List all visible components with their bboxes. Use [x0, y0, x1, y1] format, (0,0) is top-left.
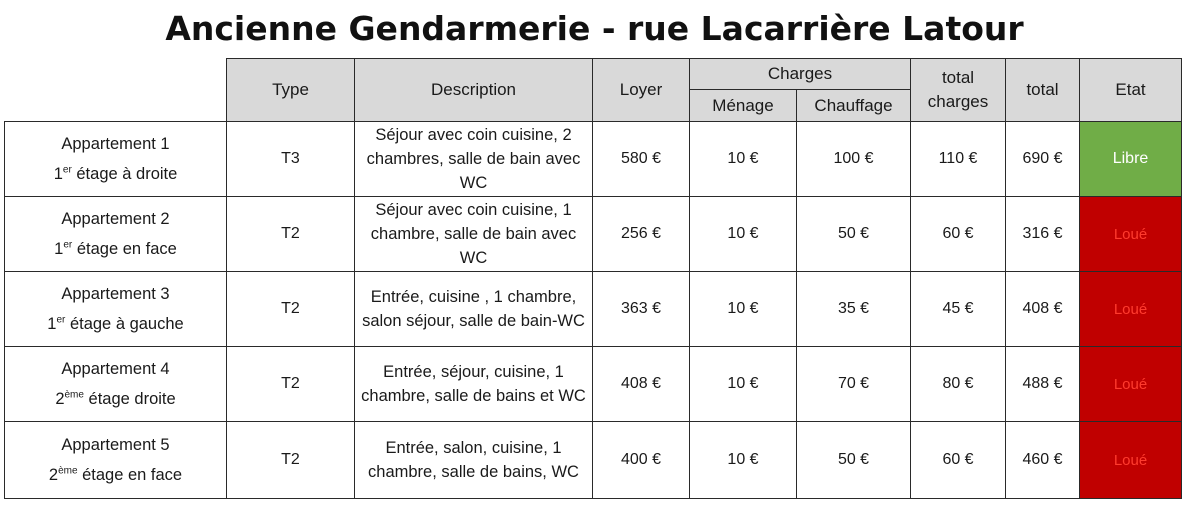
- status-badge-libre: Libre: [1080, 122, 1182, 197]
- floor-number: 1: [54, 240, 64, 258]
- cell-type: T2: [227, 347, 355, 422]
- header-row: [5, 59, 1182, 90]
- apartment-name: Appartement 3: [61, 285, 170, 303]
- cell-description: Entrée, salon, cuisine, 1 chambre, salle de bains, WC: [355, 422, 593, 499]
- cell-description: Séjour avec coin cuisine, 1 chambre, salle de bain avec WC: [355, 197, 593, 272]
- floor-suffix: ème: [58, 465, 78, 477]
- cell-description: Entrée, cuisine , 1 chambre, salon séjour, salle de bain-WC: [355, 272, 593, 347]
- cell-type: T2: [227, 422, 355, 499]
- cell-total-charges: 45 €: [911, 272, 1006, 347]
- table-row: [5, 422, 1182, 499]
- cell-description: Entrée, séjour, cuisine, 1 chambre, salle de bains et WC: [355, 347, 593, 422]
- cell-type: T2: [227, 197, 355, 272]
- page-title: Ancienne Gendarmerie - rue Lacarrière Latour: [165, 9, 1024, 48]
- floor-text: étage en face: [77, 466, 183, 484]
- floor-text: étage droite: [83, 390, 176, 408]
- floor-text: étage à droite: [71, 165, 178, 183]
- floor-suffix: er: [63, 239, 73, 251]
- apartment-floor: [9, 159, 222, 189]
- header-loyer: Loyer: [593, 59, 690, 122]
- cell-description: Séjour avec coin cuisine, 2 chambres, salle de bain avec WC: [355, 122, 593, 197]
- apartment-name: Appartement 5: [61, 436, 170, 454]
- cell-menage: 10 €: [690, 197, 797, 272]
- apartment-label: [5, 422, 227, 499]
- header-total-charges: total charges: [911, 59, 1006, 122]
- cell-total-charges: 80 €: [911, 347, 1006, 422]
- cell-loyer: 400 €: [593, 422, 690, 499]
- header-description: Description: [355, 59, 593, 122]
- floor-number: 2: [55, 390, 65, 408]
- cell-loyer: 363 €: [593, 272, 690, 347]
- status-badge-loue: Loué: [1080, 347, 1182, 422]
- cell-total: 690 €: [1006, 122, 1080, 197]
- apartment-label: [5, 347, 227, 422]
- cell-chauffage: 50 €: [797, 197, 911, 272]
- cell-chauffage: 50 €: [797, 422, 911, 499]
- cell-type: T3: [227, 122, 355, 197]
- header-total: total: [1006, 59, 1080, 122]
- cell-total: 316 €: [1006, 197, 1080, 272]
- apartment-label: [5, 197, 227, 272]
- cell-total: 488 €: [1006, 347, 1080, 422]
- header-menage: Ménage: [690, 90, 797, 122]
- table-row: [5, 122, 1182, 197]
- floor-number: 1: [53, 165, 63, 183]
- apartment-name: Appartement 4: [61, 360, 170, 378]
- floor-suffix: ème: [64, 389, 84, 401]
- cell-chauffage: 70 €: [797, 347, 911, 422]
- header-charges: Charges: [690, 59, 911, 90]
- apartment-floor: [9, 460, 222, 490]
- status-badge-loue: Loué: [1080, 422, 1182, 499]
- floor-number: 1: [47, 315, 57, 333]
- cell-total-charges: 110 €: [911, 122, 1006, 197]
- cell-total-charges: 60 €: [911, 197, 1006, 272]
- cell-menage: 10 €: [690, 347, 797, 422]
- header-corner: [5, 59, 227, 122]
- cell-menage: 10 €: [690, 422, 797, 499]
- cell-loyer: 408 €: [593, 347, 690, 422]
- cell-loyer: 256 €: [593, 197, 690, 272]
- apartment-name: Appartement 1: [61, 135, 170, 153]
- cell-chauffage: 35 €: [797, 272, 911, 347]
- header-type: Type: [227, 59, 355, 122]
- apartment-name: Appartement 2: [61, 210, 170, 228]
- apartment-label: [5, 122, 227, 197]
- status-badge-loue: Loué: [1080, 197, 1182, 272]
- cell-total: 408 €: [1006, 272, 1080, 347]
- cell-menage: 10 €: [690, 122, 797, 197]
- cell-chauffage: 100 €: [797, 122, 911, 197]
- floor-suffix: er: [56, 314, 66, 326]
- table-row: [5, 347, 1182, 422]
- header-chauffage: Chauffage: [797, 90, 911, 122]
- cell-loyer: 580 €: [593, 122, 690, 197]
- cell-total-charges: 60 €: [911, 422, 1006, 499]
- rent-table: [4, 58, 1182, 499]
- floor-suffix: er: [62, 164, 72, 176]
- table-row: [5, 272, 1182, 347]
- cell-total: 460 €: [1006, 422, 1080, 499]
- cell-type: T2: [227, 272, 355, 347]
- header-etat: Etat: [1080, 59, 1182, 122]
- cell-menage: 10 €: [690, 272, 797, 347]
- table-row: [5, 197, 1182, 272]
- apartment-floor: [9, 234, 222, 264]
- apartment-label: [5, 272, 227, 347]
- status-badge-loue: Loué: [1080, 272, 1182, 347]
- floor-text: étage en face: [72, 240, 177, 258]
- floor-number: 2: [48, 466, 59, 484]
- floor-text: étage à gauche: [65, 315, 184, 333]
- apartment-floor: [9, 384, 222, 414]
- apartment-floor: [9, 309, 222, 339]
